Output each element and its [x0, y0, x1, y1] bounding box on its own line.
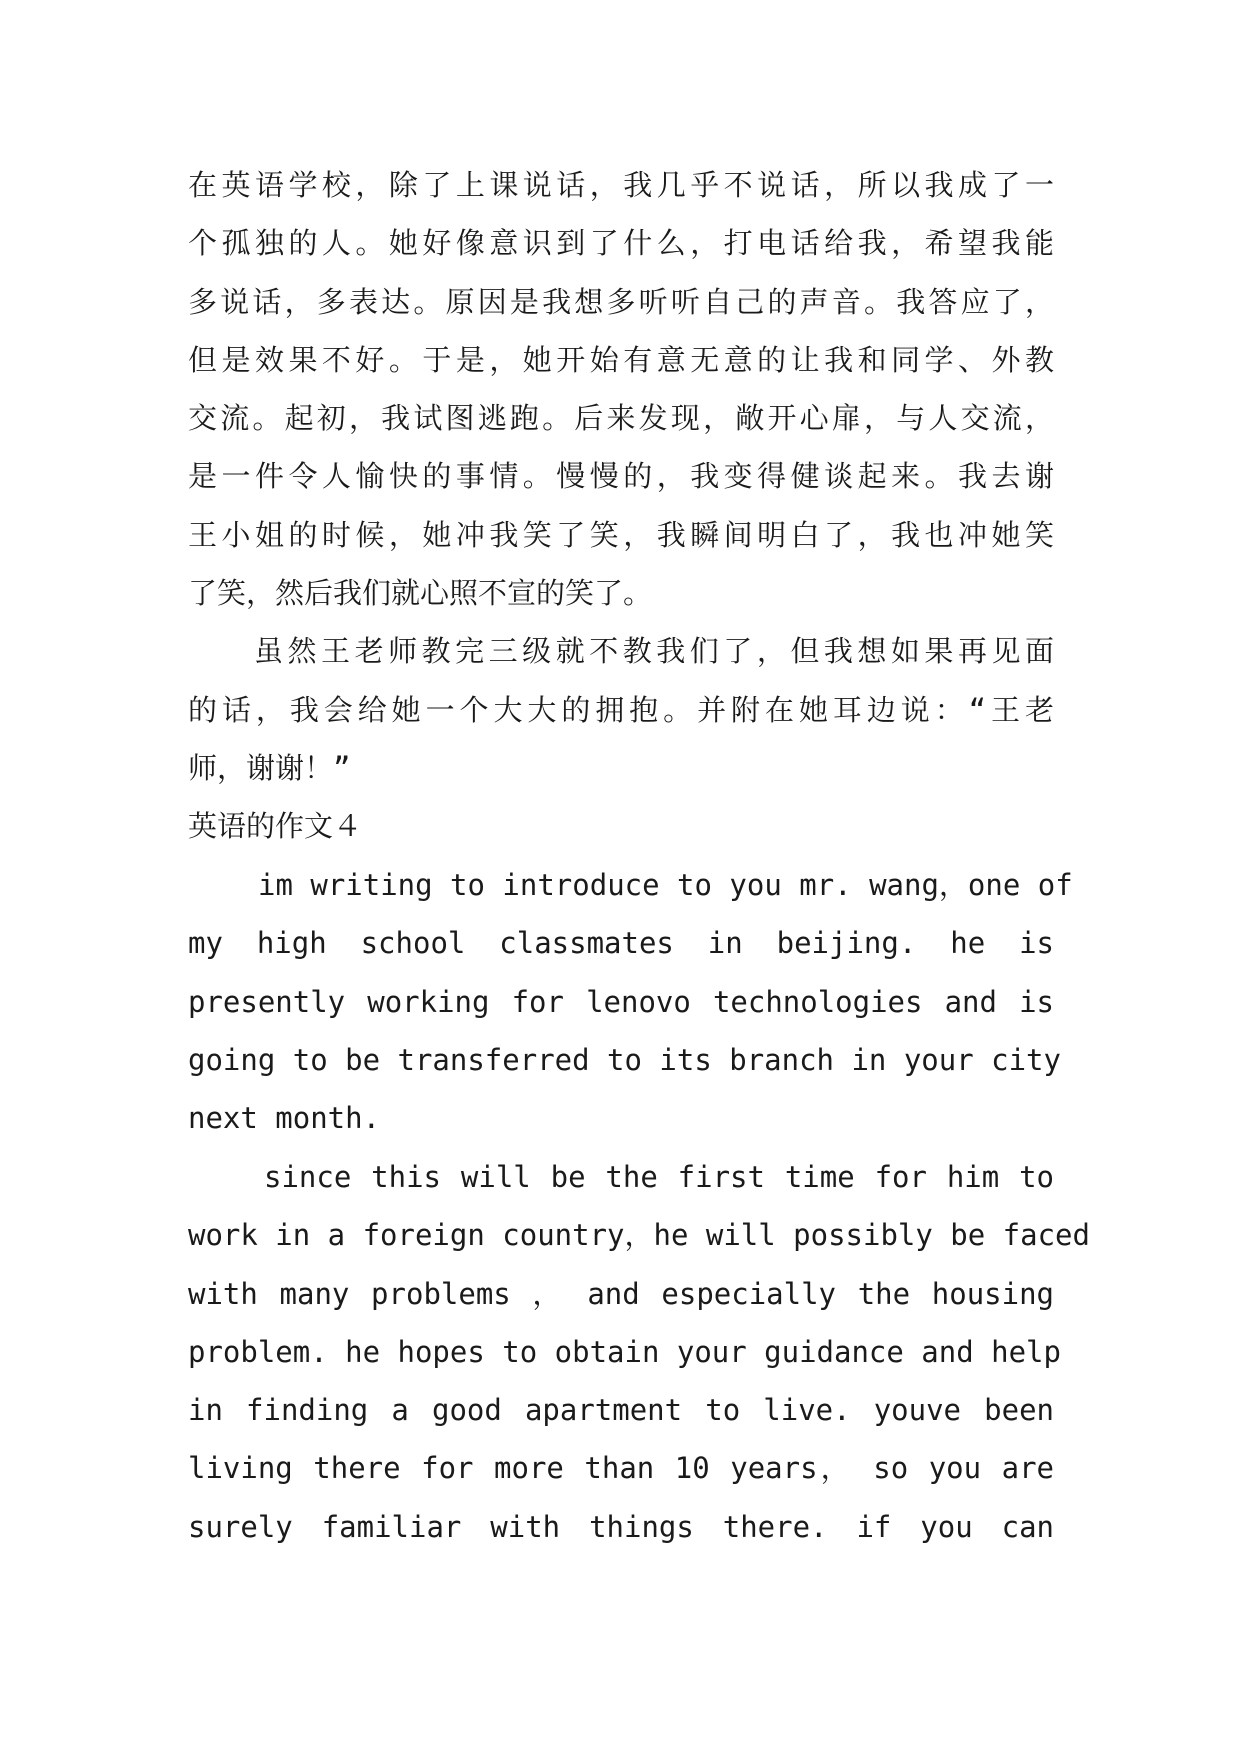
paragraph-2-line: 虽然王老师教完三级就不教我们了，但我想如果再见面	[254, 634, 1054, 669]
paragraph-2	[188, 622, 1054, 797]
paragraph-3-line: going to be transferred to its branch in your city	[188, 1042, 1061, 1077]
paragraph-1-line: 交流。起初，我试图逃跑。后来发现，敞开心扉，与人交流，	[188, 401, 1054, 436]
paragraph-1	[188, 156, 1054, 622]
paragraph-3-line: presently working for lenovo technologies and is	[188, 984, 1054, 1019]
paragraph-1-line: 在英语学校，除了上课说话，我几乎不说话，所以我成了一	[188, 168, 1054, 202]
paragraph-4-line: problem. he hopes to obtain your guidance and help	[188, 1334, 1061, 1369]
paragraph-2-line: 的话，我会给她一个大大的拥抱。并附在她耳边说：“王老	[188, 692, 1054, 727]
chinese-text-section	[188, 156, 1054, 856]
paragraph-4-line: since this will be the first time for him to	[264, 1160, 1054, 1194]
english-paragraph-3	[188, 856, 1073, 1147]
section-heading: 英语的作文４	[188, 809, 363, 844]
paragraph-1-line: 但是效果不好。于是，她开始有意无意的让我和同学、外教	[188, 342, 1054, 377]
paragraph-1-line: 多说话，多表达。原因是我想多听听自己的声音。我答应了，	[188, 284, 1054, 319]
paragraph-2-line: 师，谢谢！”	[188, 750, 351, 785]
paragraph-4-line: work in a foreign country，he will possibly be faced	[188, 1218, 1090, 1253]
paragraph-3-line: my high school classmates in beijing. he is	[188, 926, 1054, 961]
paragraph-4-line: living there for more than 10 years， so you are	[188, 1451, 1054, 1486]
paragraph-3-line: next month.	[188, 1101, 381, 1136]
english-paragraph-4	[188, 1148, 1090, 1556]
paragraph-3-line: im writing to introduce to you mr. wang，one of	[258, 868, 1073, 902]
paragraph-4-line: with many problems ， and especially the housing	[188, 1276, 1054, 1311]
paragraph-4-line: in finding a good apartment to live. youve been	[188, 1393, 1054, 1428]
paragraph-1-line: 是一件令人愉快的事情。慢慢的，我变得健谈起来。我去谢	[188, 459, 1054, 494]
paragraph-1-line: 个孤独的人。她好像意识到了什么，打电话给我，希望我能	[188, 226, 1054, 261]
paragraph-4-line: surely familiar with things there. if you can	[188, 1509, 1054, 1544]
paragraph-1-line: 了笑，然后我们就心照不宣的笑了。	[188, 576, 653, 611]
paragraph-1-line: 王小姐的时候，她冲我笑了笑，我瞬间明白了，我也冲她笑	[188, 517, 1054, 552]
